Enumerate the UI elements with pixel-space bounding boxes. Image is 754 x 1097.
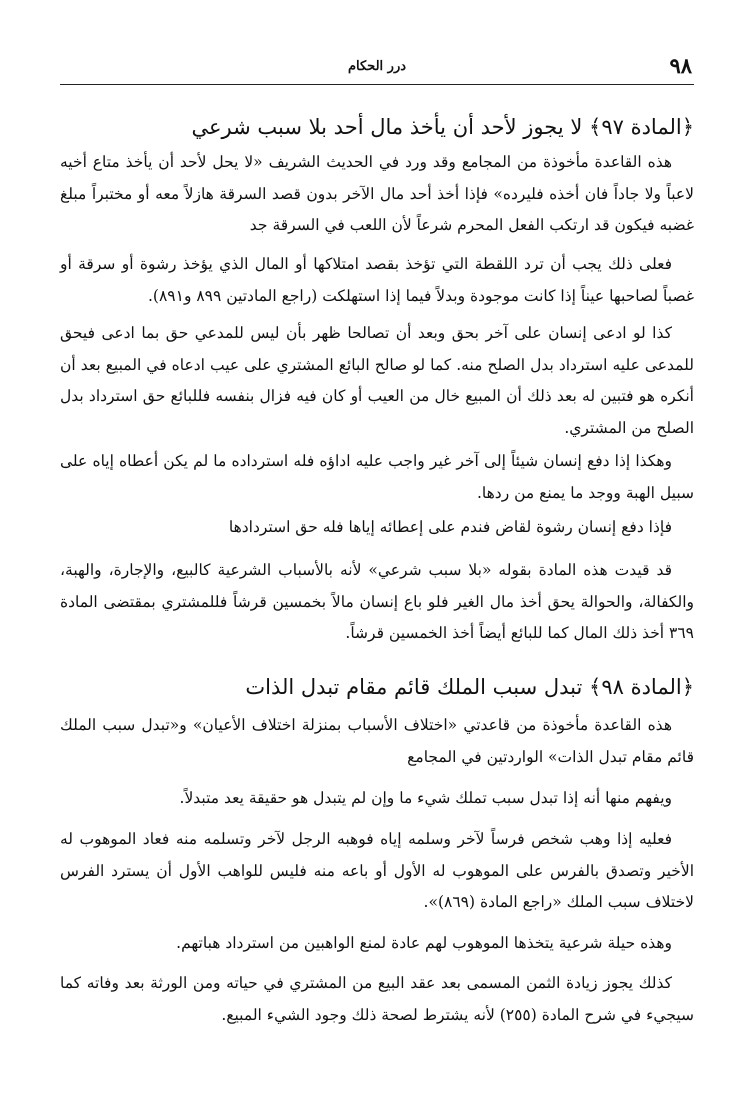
article-97-paragraph-1: هذه القاعدة مأخوذة من المجامع وقد ورد في الحديث الشريف «لا يحل لأحد أن يأخذ متاع أخيه لاعباً ولا جاداً فان أخذه فليرده» فإذا أخذ أحد مال الآخر بدون قصد السرقة هازلاً معه أو مختبراً مبلغ غضبه فيكون قد ارتكب الفعل المحرم شرعاً لأن اللعب في السرقة جد — [60, 153, 694, 234]
article-98-paragraph-5: كذلك يجوز زيادة الثمن المسمى بعد عقد البيع من المشتري في حياته ومن الورثة بعد وفاته كما سيجيء في شرح المادة (٢٥٥) لأنه يشترط لصحة ذلك وجود الشيء المبيع. — [60, 974, 694, 1024]
article-97-paragraph-2: فعلى ذلك يجب أن ترد اللقطة التي تؤخذ بقصد امتلاكها أو المال الذي يؤخذ رشوة أو سرقة أو غصباً لصاحبها عيناً إذا كانت موجودة وبدلاً فيما إذا استهلكت (راجع المادتين ٨٩٩ و٨٩١). — [60, 255, 694, 305]
article-98-paragraph-4: وهذه حيلة شرعية يتخذها الموهوب لهم عادة لمنع الواهبين من استرداد هباتهم. — [176, 934, 672, 952]
article-98-heading: ﴿المادة ٩٨﴾ تبدل سبب الملك قائم مقام تبدل الذات — [245, 675, 694, 699]
page-header — [60, 52, 694, 80]
article-98-paragraph-1: هذه القاعدة مأخوذة من قاعدتي «اختلاف الأسباب بمنزلة اختلاف الأعيان» و«تبدل سبب الملك قائم مقام تبدل الذات» الواردتين في المجامع — [60, 716, 694, 766]
article-98-paragraph-2: ويفهم منها أنه إذا تبدل سبب تملك شيء ما وإن لم يتبدل هو حقيقة يعد متبدلاً. — [179, 789, 672, 807]
article-97-paragraph-4: وهكذا إذا دفع إنسان شيئاً إلى آخر غير واجب عليه اداؤه فله استرداده ما لم يكن أعطاه إياه على سبيل الهبة ووجد ما يمنع من ردها. — [60, 452, 694, 502]
page-number: ٩٨ — [669, 53, 692, 78]
header-rule — [60, 84, 694, 85]
article-98-paragraph-3: فعليه إذا وهب شخص فرساً لآخر وسلمه إياه فوهبه الرجل لآخر وتسلمه منه فعاد الموهوب له الأخير وتصدق بالفرس على الموهوب له الأول أو باعه منه فليس للواهب الأول أن يسترد الفرس لاختلاف سبب الملك «راجع المادة (٨٦٩)». — [60, 830, 694, 911]
article-97-paragraph-5: فإذا دفع إنسان رشوة لقاض فندم على إعطائه إياها فله حق استردادها — [228, 518, 672, 536]
running-head: درر الحكام — [347, 59, 407, 74]
article-97-heading: ﴿المادة ٩٧﴾ لا يجوز لأحد أن يأخذ مال أحد بلا سبب شرعي — [191, 115, 694, 139]
article-97-paragraph-3: كذا لو ادعى إنسان على آخر بحق وبعد أن تصالحا ظهر بأن ليس للمدعي حق بما ادعى فيحق للمدعى عليه استرداد بدل الصلح منه. كما لو صالح البائع المشتري على عيب ادعاه في المبيع بعد أن أنكره هو فتبين له بعد ذلك أن المبيع خال من العيب أو كان فيه فزال بنفسه فللبائع حق استرداد بدل الصلح من المشتري. — [60, 324, 694, 437]
article-97-paragraph-6: قد قيدت هذه المادة بقوله «بلا سبب شرعي» لأنه بالأسباب الشرعية كالبيع، والإجارة، والهبة، والكفالة، والحوالة يحق أخذ مال الغير فلو باع إنسان مالاً بخمسين قرشاً فللمشتري بمقتضى المادة ٣٦٩ أخذ ذلك المال كما للبائع أيضاً أخذ الخمسين قرشاً. — [60, 561, 694, 642]
